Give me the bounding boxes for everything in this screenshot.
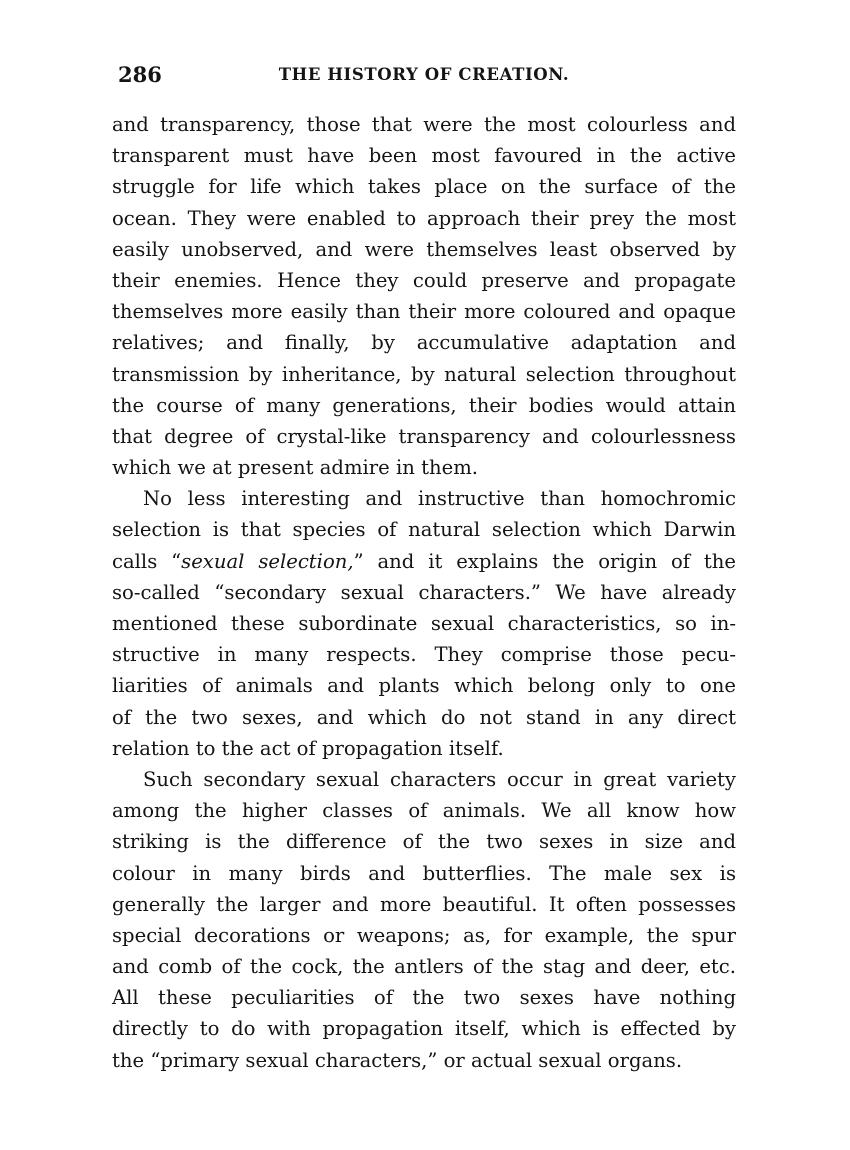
- text-line: of the two sexes, and which do not stand in any direct: [112, 705, 736, 729]
- text-line: liarities of animals and plants which belong only to one: [112, 674, 736, 698]
- book-title: THE HISTORY OF CREATION.: [278, 65, 570, 84]
- italic-term: sexual selection,: [181, 549, 354, 573]
- text-line: All these peculiarities of the two sexes have nothing: [112, 986, 736, 1010]
- text-line: mentioned these subordinate sexual characteristics, so in-: [112, 612, 736, 635]
- text-line: transmission by inheritance, by natural selection throughout: [112, 362, 736, 386]
- body-text: [112, 109, 736, 1076]
- text-line: which we at present admire in them.: [112, 456, 479, 480]
- text-line: striking is the difference of the two sexes in size and: [112, 830, 736, 854]
- text-line: and transparency, those that were the most colourless and: [112, 113, 736, 136]
- text-line: structive in many respects. They comprise those pecu-: [112, 643, 736, 667]
- text-line: their enemies. Hence they could preserve and propagate: [112, 268, 736, 292]
- text-line: ocean. They were enabled to approach their prey the most: [112, 206, 736, 230]
- text-fragment: ” and it explains the origin of the: [353, 549, 736, 573]
- text-line: Such secondary sexual characters occur in great variety: [143, 767, 736, 791]
- text-fragment: calls “: [112, 549, 182, 573]
- text-line: transparent must have been most favoured in the active: [112, 144, 736, 168]
- running-head: [112, 62, 736, 88]
- paragraph-1: [112, 109, 736, 483]
- paragraph-3: [112, 764, 736, 1076]
- book-page: [112, 62, 736, 1076]
- text-line: struggle for life which takes place on the surface of the: [112, 175, 736, 199]
- text-line: themselves more easily than their more coloured and opaque: [112, 300, 736, 324]
- text-line: easily unobserved, and were themselves least observed by: [112, 237, 736, 261]
- page-number: 286: [118, 62, 162, 87]
- text-line: the course of many generations, their bodies would attain: [112, 393, 736, 417]
- text-line: relatives; and finally, by accumulative adaptation and: [112, 331, 736, 355]
- text-line: among the higher classes of animals. We all know how: [112, 799, 736, 823]
- text-line: colour in many birds and butterflies. The male sex is: [112, 861, 736, 885]
- text-line: generally the larger and more beautiful. It often possesses: [112, 892, 736, 916]
- text-line: the “primary sexual characters,” or actual sexual organs.: [112, 1048, 683, 1072]
- paragraph-2: [112, 483, 736, 764]
- text-line: [112, 546, 736, 577]
- text-line: directly to do with propagation itself, which is effected by: [112, 1017, 736, 1041]
- text-line: relation to the act of propagation itself.: [112, 736, 504, 760]
- text-line: selection is that species of natural selection which Darwin: [112, 518, 736, 542]
- text-line: that degree of crystal-like transparency and colourlessness: [112, 424, 736, 448]
- text-line: so-called “secondary sexual characters.” We have already: [112, 580, 736, 604]
- text-line: and comb of the cock, the antlers of the stag and deer, etc.: [112, 955, 736, 979]
- text-line: No less interesting and instructive than homochromic: [143, 487, 736, 511]
- text-line: special decorations or weapons; as, for example, the spur: [112, 923, 736, 947]
